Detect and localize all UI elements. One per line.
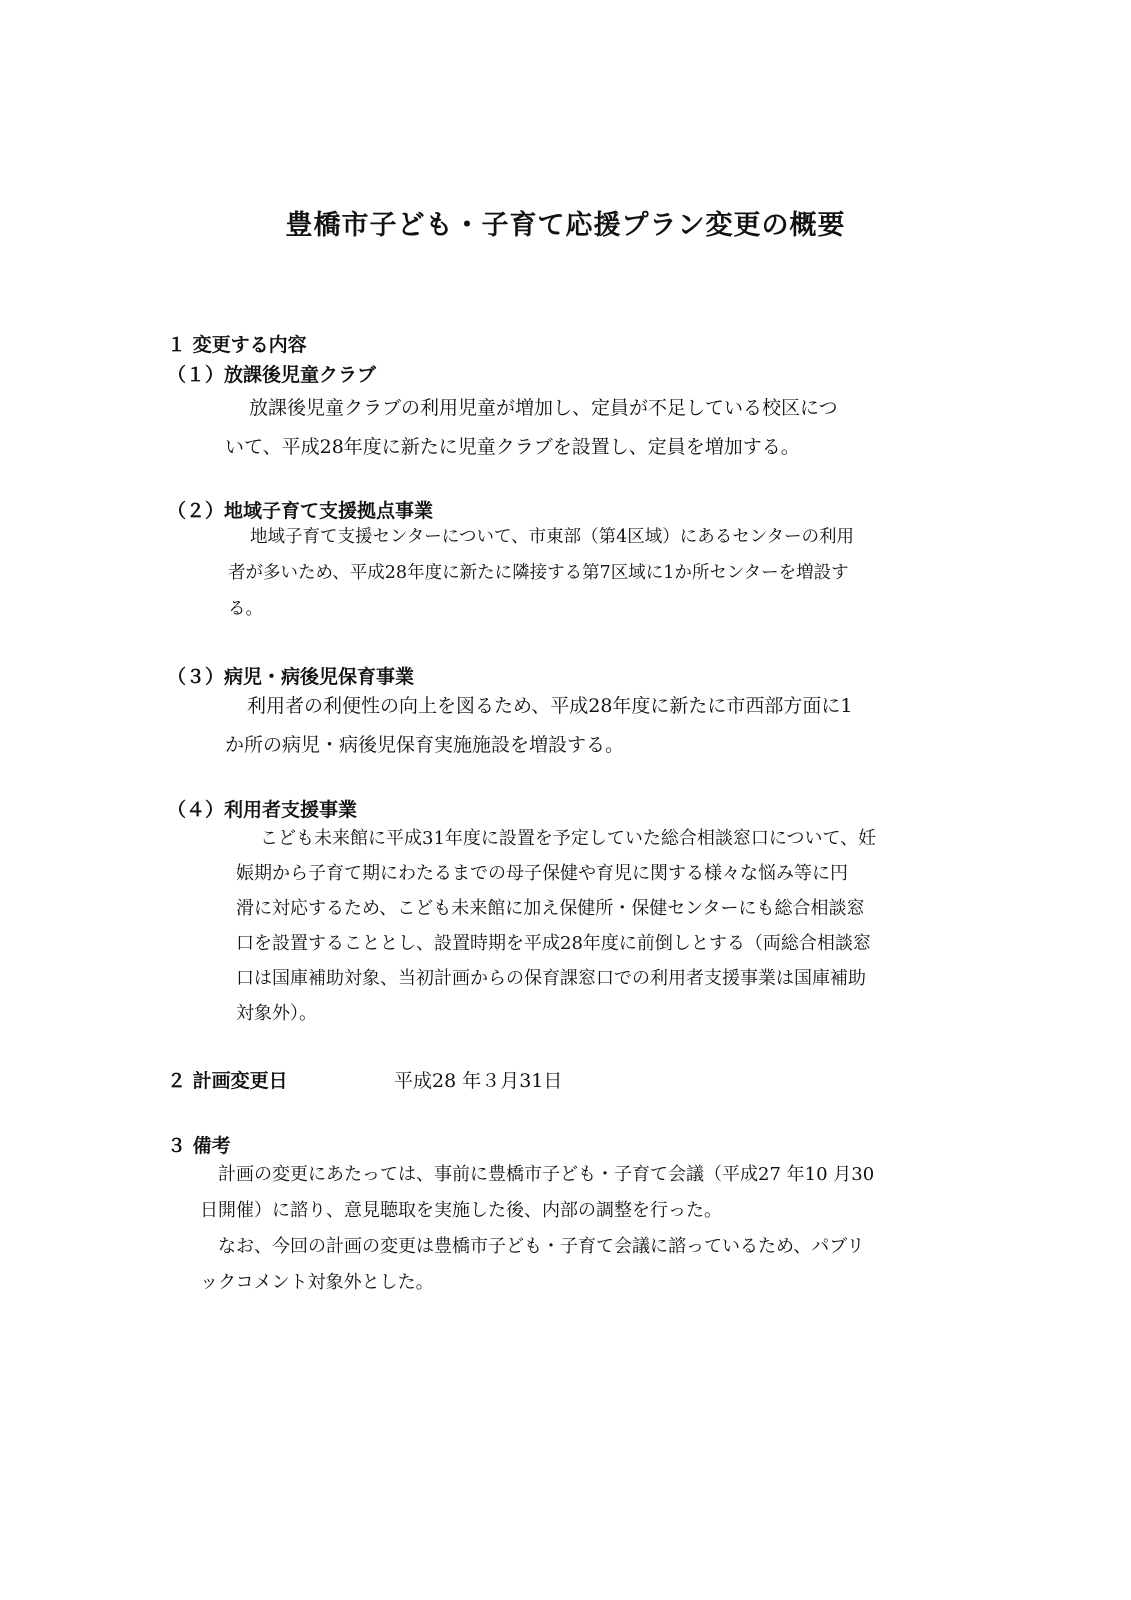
remarks-line-3: なお、今回の計画の変更は豊橋市子ども・子育て会議に諮っているため、パブリ [218, 1236, 865, 1257]
item-2-line-2: 者が多いため、平成28年度に新たに隣接する第7区域に1か所センターを増設す [228, 563, 849, 583]
item-4-heading: （４）利用者支援事業 [167, 799, 358, 821]
item-4-line-4: 口を設置することとし、設置時期を平成28年度に前倒しとする（両総合相談窓 [236, 933, 871, 954]
item-1-line-1: 放課後児童クラブの利用児童が増加し、定員が不足している校区につ [249, 397, 838, 419]
item-4-line-3: 滑に対応するため、こども未来館に加え保健所・保健センターにも総合相談窓 [236, 898, 865, 919]
item-1-line-2: いて、平成28年度に新たに児童クラブを設置し、定員を増加する。 [225, 436, 800, 458]
remarks-line-4: ックコメント対象外とした。 [200, 1272, 434, 1293]
item-2-line-1: 地域子育て支援センターについて、市東部（第4区域）にあるセンターの利用 [250, 527, 855, 547]
item-3-body [225, 687, 955, 765]
item-2-heading: （２）地域子育て支援拠点事業 [167, 500, 434, 522]
section-3-heading: ３ 備考 [167, 1135, 231, 1157]
item-3-heading: （３）病児・病後児保育事業 [167, 666, 415, 688]
item-1-heading: （１）放課後児童クラブ [167, 364, 377, 386]
item-4-line-5: 口は国庫補助対象、当初計画からの保育課窓口での利用者支援事業は国庫補助 [236, 968, 866, 989]
item-4-line-6: 対象外）。 [236, 1003, 317, 1024]
remarks-body [200, 1157, 960, 1301]
item-3-line-2: か所の病児・病後児保育実施施設を増設する。 [225, 734, 625, 756]
item-2-body [228, 519, 958, 627]
item-1-body [225, 389, 955, 467]
plan-change-date: 平成28 年３月31日 [394, 1070, 563, 1092]
remarks-line-1: 計画の変更にあたっては、事前に豊橋市子ども・子育て会議（平成27 年10 月30 [218, 1164, 875, 1185]
item-4-body [236, 821, 956, 1031]
item-4-line-1: こども未来館に平成31年度に設置を予定していた総合相談窓口について、妊 [260, 828, 877, 849]
item-4-line-2: 娠期から子育て期にわたるまでの母子保健や育児に関する様々な悩み等に円 [236, 863, 848, 884]
section-2-heading: ２ 計画変更日 [167, 1070, 288, 1092]
section-1-heading: １ 変更する内容 [167, 334, 307, 356]
remarks-line-2: 日開催）に諮り、意見聴取を実施した後、内部の調整を行った。 [200, 1200, 722, 1221]
item-2-line-3: る。 [228, 599, 263, 619]
item-3-line-1: 利用者の利便性の向上を図るため、平成28年度に新たに市西部方面に1 [247, 695, 853, 717]
page-title: 豊橋市子ども・子育て応援プラン変更の概要 [285, 210, 846, 241]
